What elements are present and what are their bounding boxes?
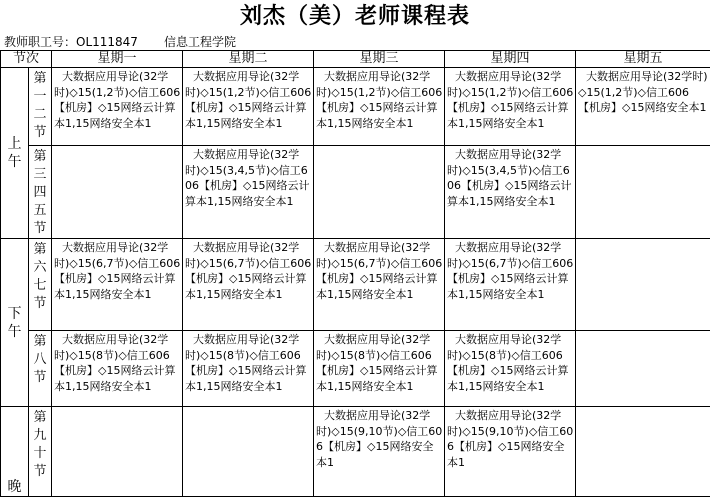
course-text xyxy=(576,146,710,147)
schedule-cell[interactable] xyxy=(314,239,445,331)
schedule-cell[interactable] xyxy=(52,239,183,331)
course-text xyxy=(52,146,182,147)
schedule-cell[interactable] xyxy=(183,331,314,407)
table-row xyxy=(1,68,710,146)
schedule-cell[interactable] xyxy=(576,331,710,407)
schedule-cell[interactable] xyxy=(445,331,576,407)
schedule-cell[interactable] xyxy=(314,331,445,407)
page-title: 刘杰（美）老师课程表 xyxy=(0,0,710,34)
course-text: 大数据应用导论(32学时)◇15(1,2节)◇信工606【机房】◇15网络云计算本1,15网络安全本1 xyxy=(445,68,575,131)
schedule-table xyxy=(0,50,710,497)
department: 信息工程学院 xyxy=(164,35,236,49)
header-day: 星期二 xyxy=(183,51,314,68)
course-text: 大数据应用导论(32学时)◇15(3,4,5节)◇信工606【机房】◇15网络云计算本1,15网络安全本1 xyxy=(445,146,575,209)
schedule-cell[interactable] xyxy=(52,331,183,407)
half-morning: 上午 xyxy=(1,68,29,239)
course-text: 大数据应用导论(32学时)◇15(1,2节)◇信工606【机房】◇15网络云计算本1,15网络安全本1 xyxy=(52,68,182,131)
teacher-id: 教师职工号：OL111847 xyxy=(4,35,138,49)
course-text: 大数据应用导论(32学时)◇15(1,2节)◇信工606【机房】◇15网络云计算本1,15网络安全本1 xyxy=(314,68,444,131)
period-label: 第一二节 xyxy=(29,68,52,146)
schedule-cell[interactable] xyxy=(576,146,710,239)
teacher-info xyxy=(4,34,262,50)
schedule-cell[interactable] xyxy=(183,68,314,146)
schedule-cell[interactable] xyxy=(183,239,314,331)
course-text: 大数据应用导论(32学时)◇15(6,7节)◇信工606【机房】◇15网络云计算本1,15网络安全本1 xyxy=(314,239,444,302)
header-day: 星期五 xyxy=(576,51,710,68)
schedule-cell[interactable] xyxy=(445,407,576,497)
course-text: 大数据应用导论(32学时)◇15(8节)◇信工606【机房】◇15网络云计算本1,15网络安全本1 xyxy=(314,331,444,394)
header-period: 节次 xyxy=(1,51,52,68)
schedule-cell[interactable] xyxy=(576,407,710,497)
course-text xyxy=(576,239,710,240)
period-label: 第三四五节 xyxy=(29,146,52,239)
course-text: 大数据应用导论(32学时)◇15(8节)◇信工606【机房】◇15网络云计算本1,15网络安全本1 xyxy=(52,331,182,394)
course-text: 大数据应用导论(32学时)◇15(9,10节)◇信工606【机房】◇15网络安全本1 xyxy=(445,407,575,470)
course-text xyxy=(314,146,444,147)
schedule-cell[interactable] xyxy=(52,68,183,146)
course-text: 大数据应用导论(32学时)◇15(6,7节)◇信工606【机房】◇15网络云计算本1,15网络安全本1 xyxy=(52,239,182,302)
course-text xyxy=(576,331,710,332)
schedule-cell[interactable] xyxy=(576,239,710,331)
schedule-cell[interactable] xyxy=(445,239,576,331)
table-row xyxy=(1,331,710,407)
course-text: 大数据应用导论(32学时)◇15(6,7节)◇信工606【机房】◇15网络云计算本1,15网络安全本1 xyxy=(445,239,575,302)
table-row xyxy=(1,146,710,239)
header-row xyxy=(1,51,710,68)
header-day: 星期四 xyxy=(445,51,576,68)
half-evening: 晚 xyxy=(1,407,29,497)
course-text: 大数据应用导论(32学时)◇15(8节)◇信工606【机房】◇15网络云计算本1,15网络安全本1 xyxy=(183,331,313,394)
schedule-cell[interactable] xyxy=(183,146,314,239)
course-text: 大数据应用导论(32学时)◇15(1,2节)◇信工606【机房】◇15网络安全本1 xyxy=(576,68,710,116)
course-text: 大数据应用导论(32学时)◇15(9,10节)◇信工606【机房】◇15网络安全本1 xyxy=(314,407,444,470)
period-label: 第八节 xyxy=(29,331,52,407)
schedule-cell[interactable] xyxy=(445,146,576,239)
course-text: 大数据应用导论(32学时)◇15(6,7节)◇信工606【机房】◇15网络云计算本1,15网络安全本1 xyxy=(183,239,313,302)
course-text: 大数据应用导论(32学时)◇15(1,2节)◇信工606【机房】◇15网络云计算本1,15网络安全本1 xyxy=(183,68,313,131)
schedule-cell[interactable] xyxy=(314,407,445,497)
course-text: 大数据应用导论(32学时)◇15(8节)◇信工606【机房】◇15网络云计算本1,15网络安全本1 xyxy=(445,331,575,394)
schedule-cell[interactable] xyxy=(445,68,576,146)
schedule-cell[interactable] xyxy=(314,68,445,146)
schedule-cell[interactable] xyxy=(52,146,183,239)
course-text xyxy=(183,407,313,408)
header-day: 星期一 xyxy=(52,51,183,68)
schedule-cell[interactable] xyxy=(183,407,314,497)
schedule-cell[interactable] xyxy=(314,146,445,239)
table-row xyxy=(1,239,710,331)
course-text xyxy=(52,407,182,408)
period-label: 第六七节 xyxy=(29,239,52,331)
period-label: 第九十节 xyxy=(29,407,52,497)
course-text xyxy=(576,407,710,408)
table-row xyxy=(1,407,710,497)
course-text: 大数据应用导论(32学时)◇15(3,4,5节)◇信工606【机房】◇15网络云计算本1,15网络安全本1 xyxy=(183,146,313,209)
header-day: 星期三 xyxy=(314,51,445,68)
schedule-cell[interactable] xyxy=(52,407,183,497)
schedule-cell[interactable] xyxy=(576,68,710,146)
half-afternoon: 下午 xyxy=(1,239,29,407)
